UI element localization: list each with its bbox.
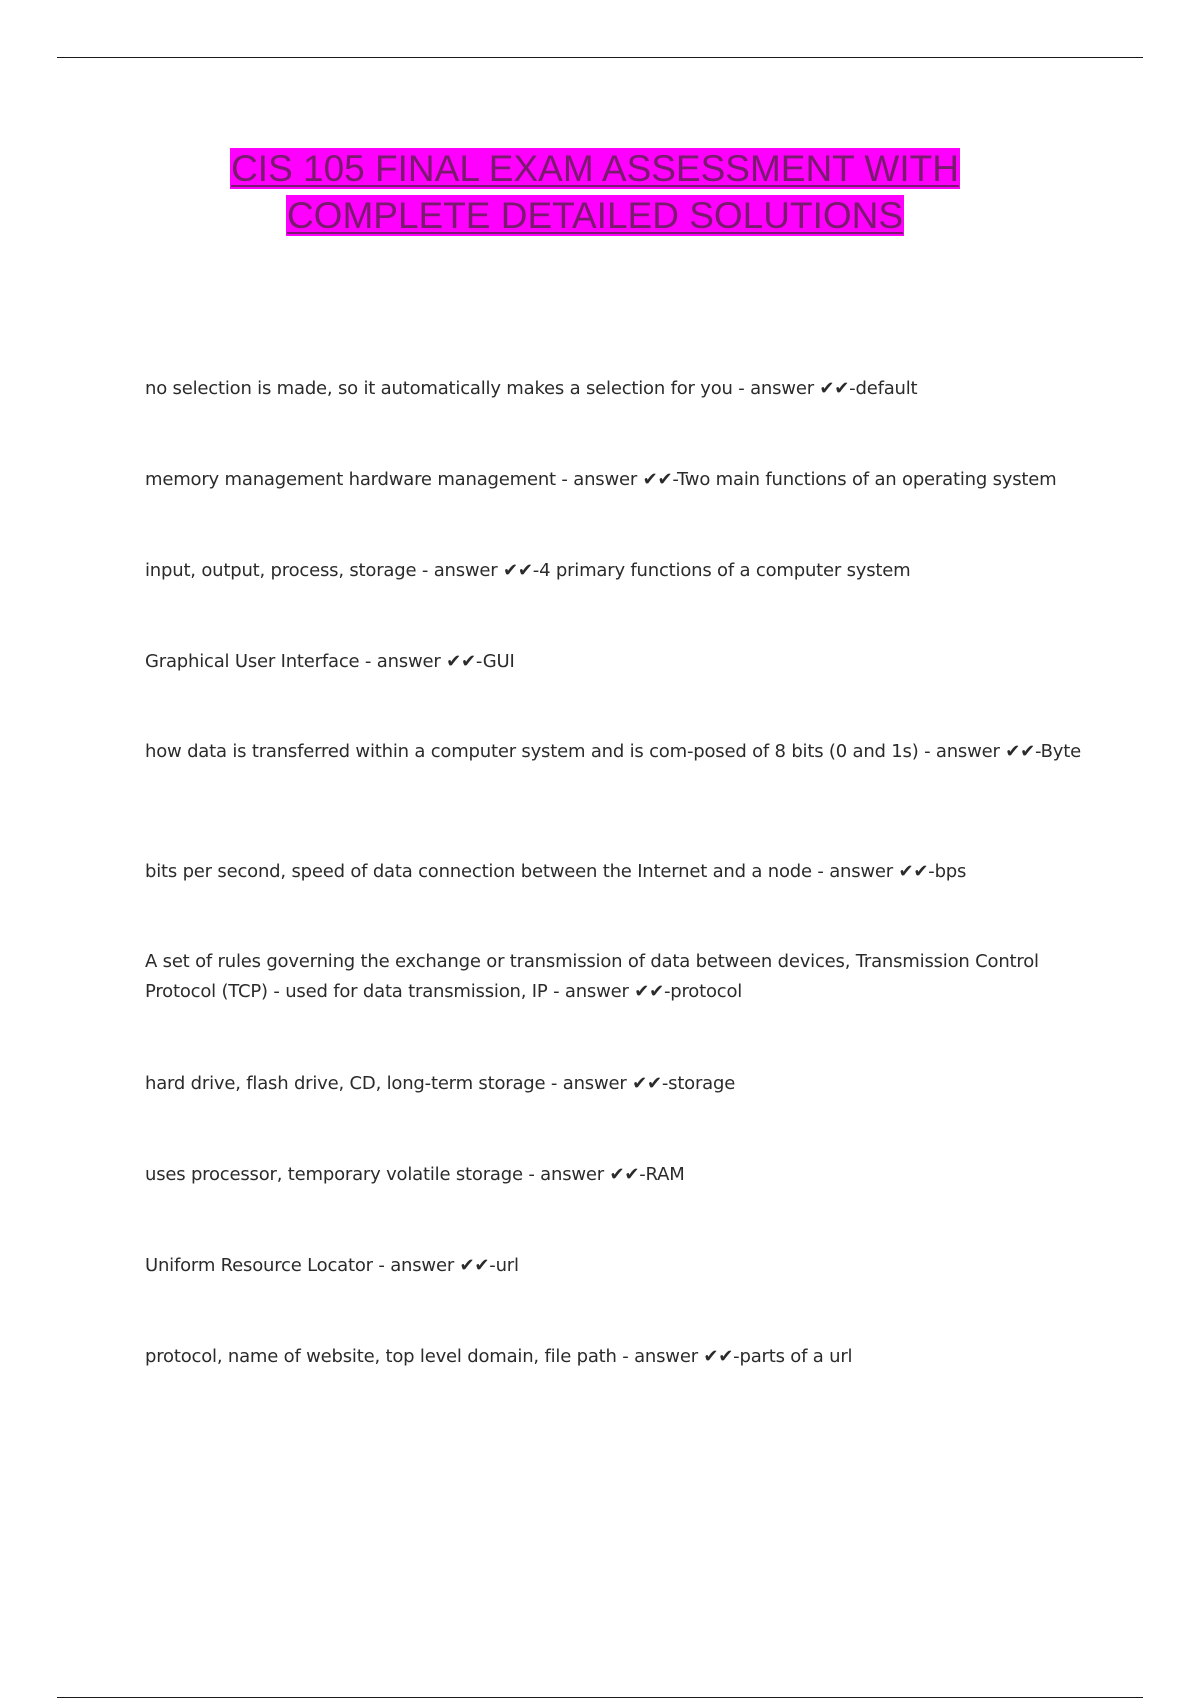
qa-entry-3: input, output, process, storage - answer ✔✔-4 primary functions of a computer system <box>145 560 911 581</box>
qa-entry-9: uses processor, temporary volatile storage - answer ✔✔-RAM <box>145 1164 685 1185</box>
qa-entry-11: protocol, name of website, top level domain, file path - answer ✔✔-parts of a url <box>145 1346 853 1367</box>
qa-entry-10: Uniform Resource Locator - answer ✔✔-url <box>145 1255 519 1276</box>
qa-entry-5: how data is transferred within a computer system and is com-posed of 8 bits (0 and 1s) - answer ✔✔-Byte <box>145 741 1081 762</box>
qa-entry-4: Graphical User Interface - answer ✔✔-GUI <box>145 651 515 672</box>
qa-entry-8: hard drive, flash drive, CD, long-term storage - answer ✔✔-storage <box>145 1073 736 1094</box>
title-line-2: COMPLETE DETAILED SOLUTIONS <box>286 195 904 236</box>
qa-entry-1: no selection is made, so it automatically makes a selection for you - answer ✔✔-default <box>145 378 918 399</box>
header-rule <box>57 57 1143 58</box>
qa-entry-6: bits per second, speed of data connection between the Internet and a node - answer ✔✔-bps <box>145 861 967 882</box>
document-title <box>0 145 1190 239</box>
qa-entry-2: memory management hardware management - answer ✔✔-Two main functions of an operating system <box>145 469 1057 490</box>
qa-entry-7: A set of rules governing the exchange or transmission of data between devices, Transmission Control Protocol (TCP) - used for data transmission, IP - answer ✔✔-protocol <box>145 951 1039 1002</box>
footer-rule <box>57 1697 1143 1698</box>
title-line-1: CIS 105 FINAL EXAM ASSESSMENT WITH <box>231 148 959 189</box>
